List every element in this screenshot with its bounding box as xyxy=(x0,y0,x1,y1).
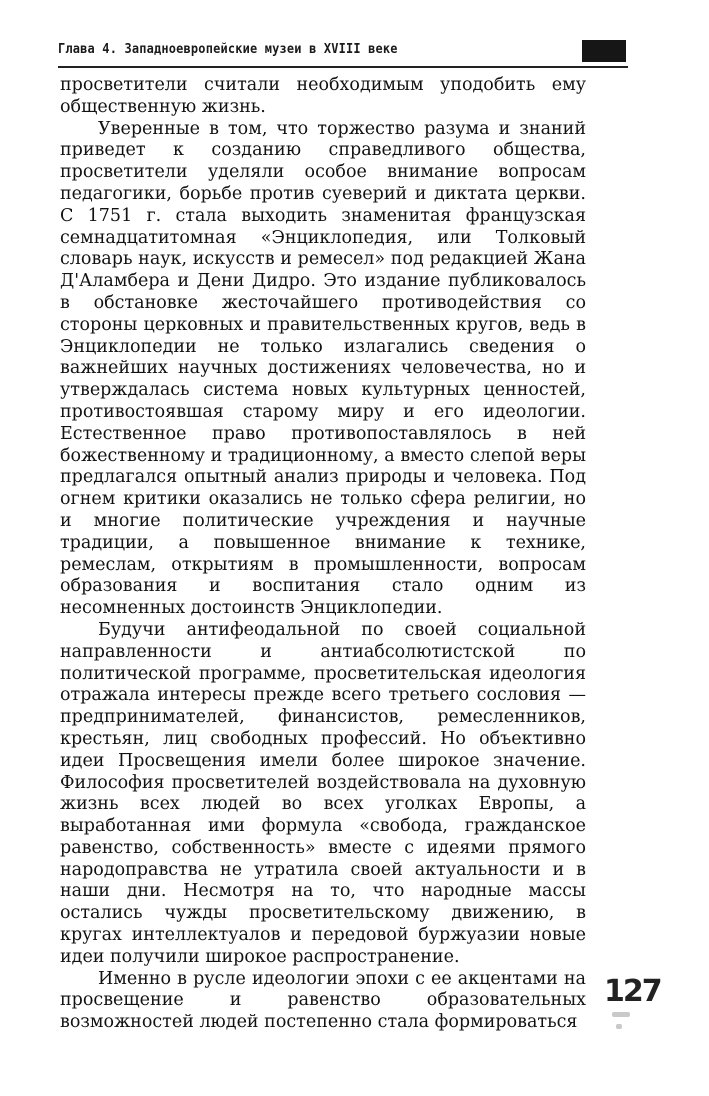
header-divider xyxy=(58,66,628,68)
paragraph-education: Именно в русле идеологии эпохи с ее акцентами на просвещение и равенство образовательных возможностей людей постепенно стала формироваться xyxy=(60,968,586,1033)
page-number: 127 xyxy=(604,974,661,1009)
paragraph-ideology: Будучи антифеодальной по своей социальной направленности и антиабсолютистской по политической программе, просветительская идеология отражала интересы прежде всего третьего сословия — предпринимателей, финансистов, ремесленников, крестьян, лиц свободных профессий. Но объективно идеи Просвещения имели более широкое значение. Философия просветителей воздействовала на духовную жизнь всех людей во всех уголках Европы, а выработанная ими формула «свобода, гражданское равенство, собственность» вместе с идеями прямого народоправства не утратила своей актуальности и в наши дни. Несмотря на то, что народные массы остались чужды просветительскому движению, в кругах интеллектуалов и передовой буржуазии новые идеи получили широкое распространение. xyxy=(60,619,586,967)
scan-artifact xyxy=(612,1012,630,1017)
main-text xyxy=(60,75,586,1034)
running-header xyxy=(58,40,628,66)
scan-artifact xyxy=(616,1024,622,1029)
paragraph-continuation: просветители считали необходимым уподобить ему общественную жизнь. xyxy=(60,75,586,117)
header-tab-marker xyxy=(582,40,626,62)
chapter-title: Глава 4. Западноевропейские музеи в XVIII веке xyxy=(58,42,398,57)
paragraph-encyclopedia: Уверенные в том, что торжество разума и знаний приведет к созданию справедливого общества, просветители уделяли особое внимание вопросам педагогики, борьбе против суеверий и диктата церкви. С 1751 г. стала выходить знаменитая французская семнадцатитомная «Энциклопедия, или Толковый словарь наук, искусств и ремесел» под редакцией Жана Д'Аламбера и Дени Дидро. Это издание публиковалось в обстановке жесточайшего противодействия со стороны церковных и правительственных кругов, ведь в Энциклопедии не только излагались сведения о важнейших научных достижениях человечества, но и утверждалась система новых культурных ценностей, противостоявшая старому миру и его идеологии. Естественное право противопоставлялось в ней божественному и традиционному, а вместо слепой веры предлагался опытный анализ природы и человека. Под огнем критики оказались не только сфера религии, но и многие политические учреждения и научные традиции, а повышенное внимание к технике, ремеслам, открытиям в промышленности, вопросам образования и воспитания стало одним из несомненных достоинств Энциклопедии. xyxy=(60,118,586,619)
